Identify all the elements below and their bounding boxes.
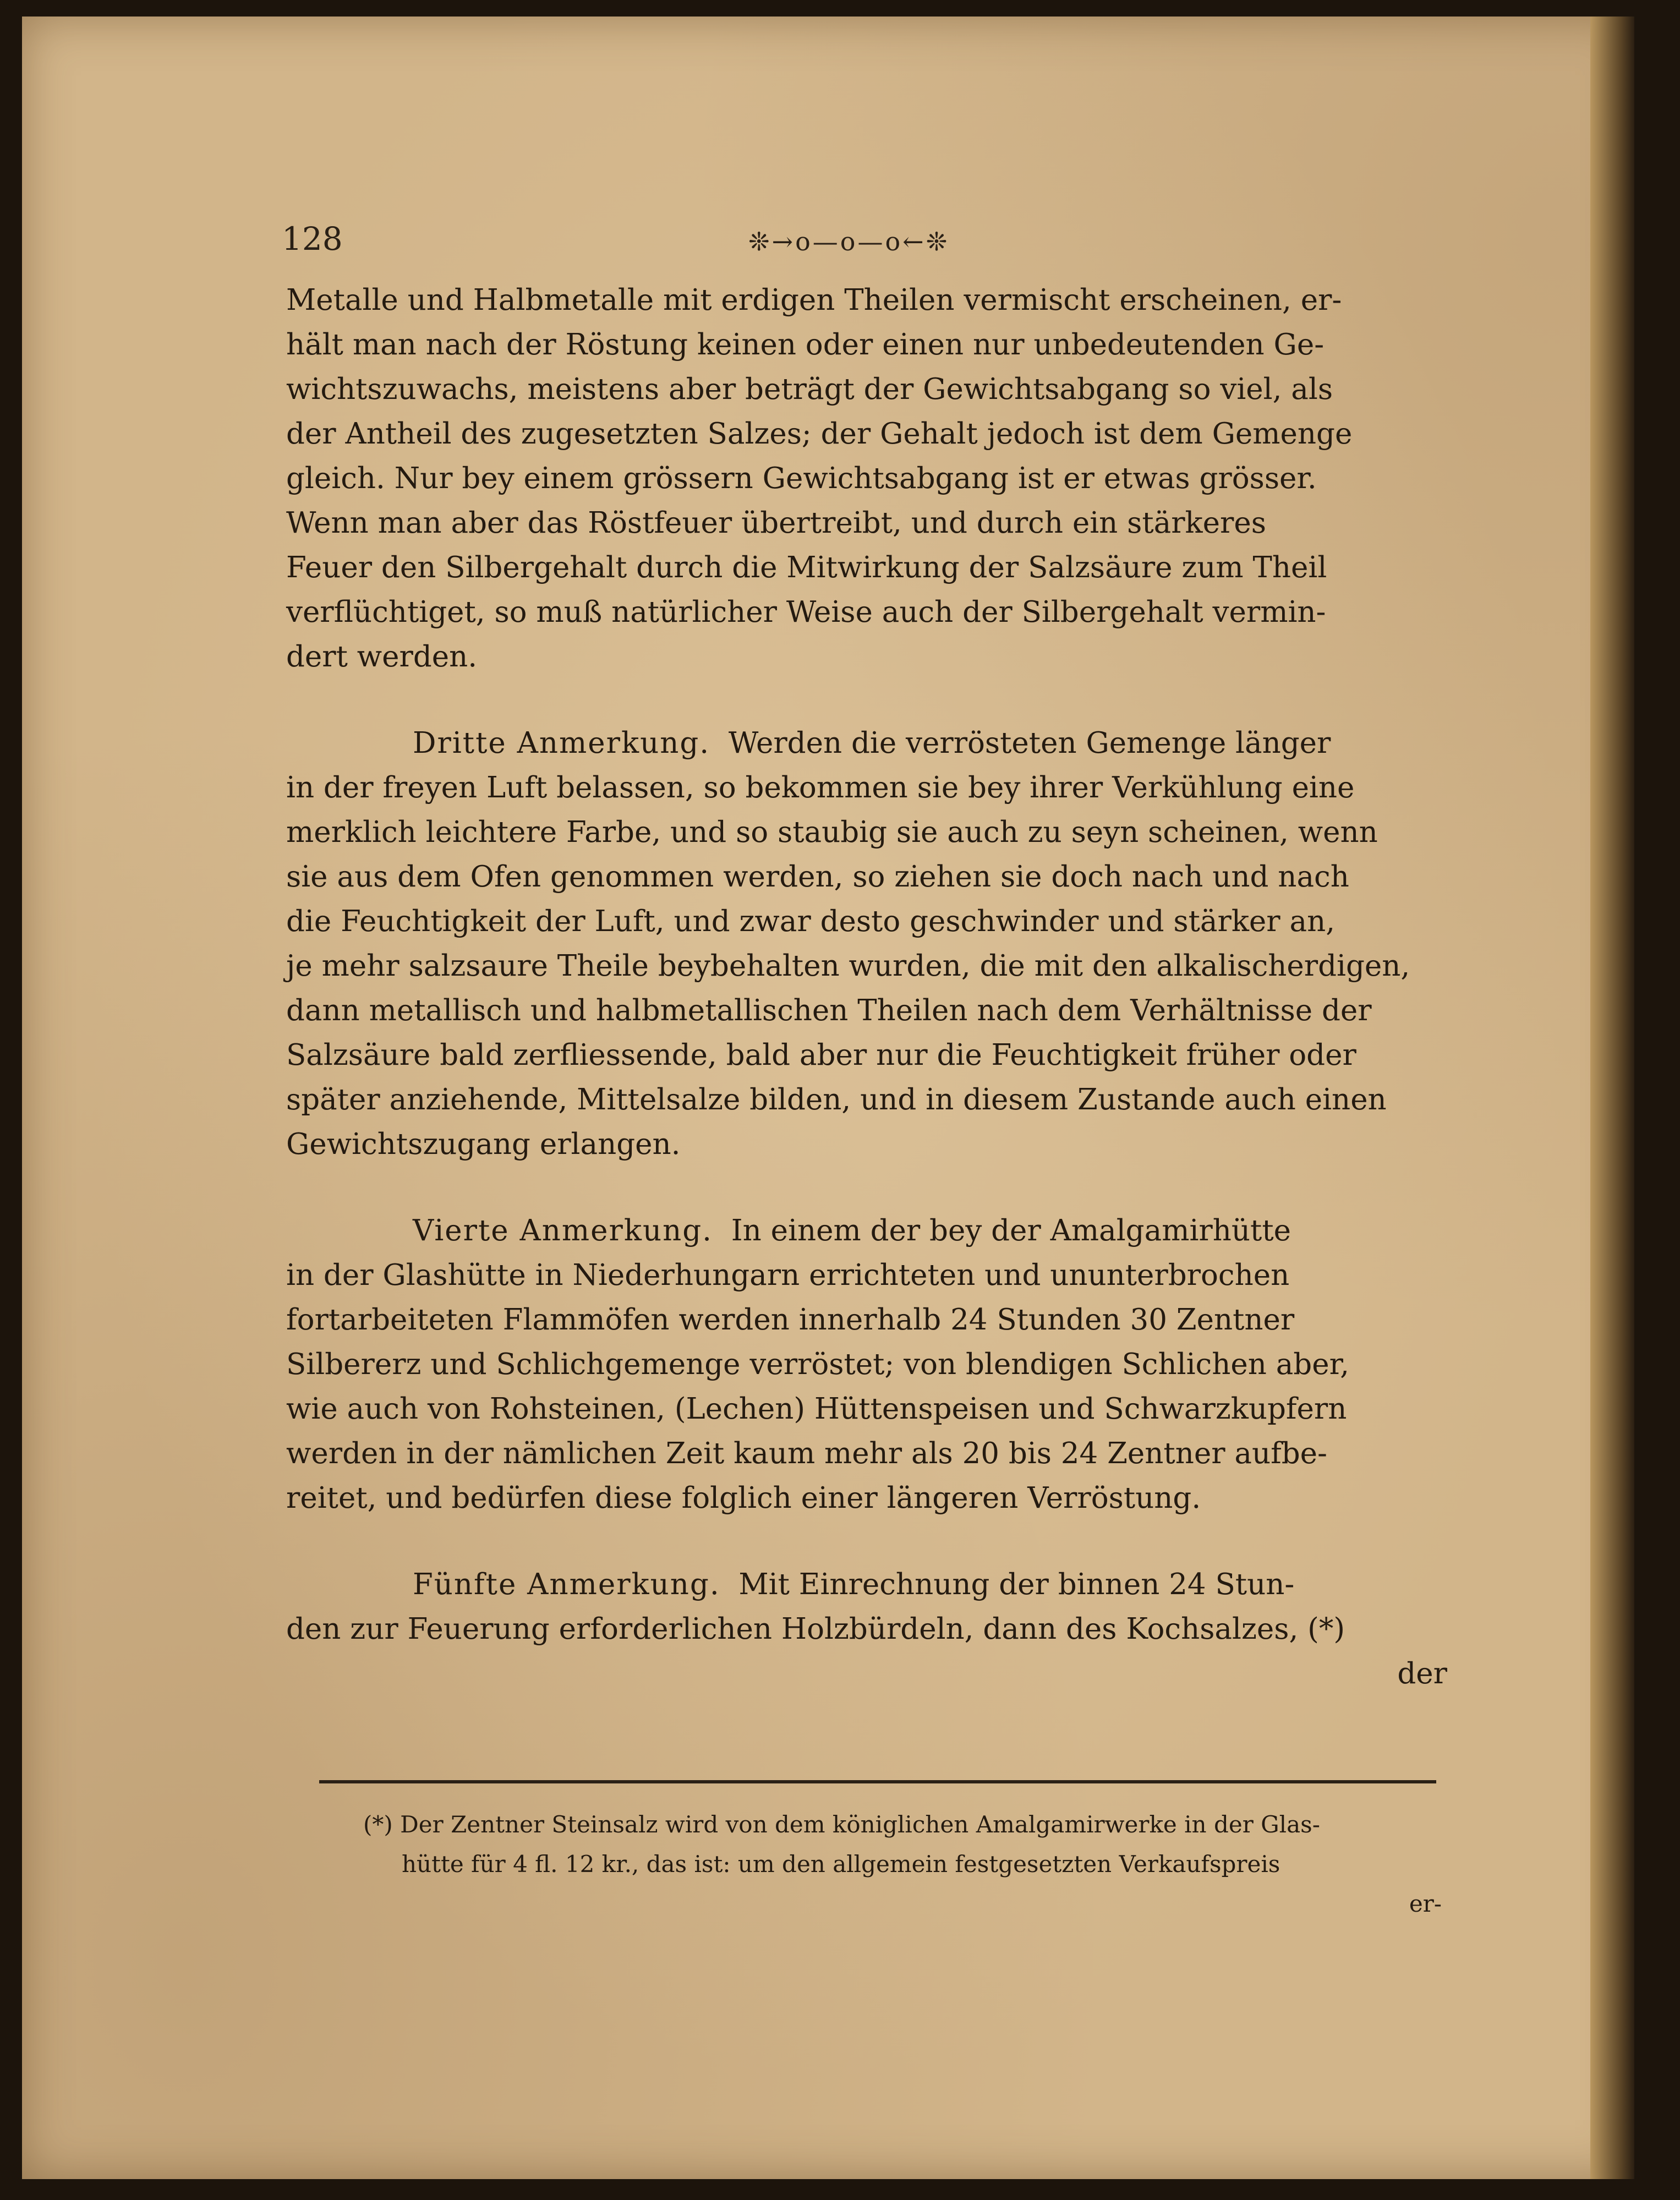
paragraph-continuation [286, 278, 1447, 679]
text-line: wichtszuwachs, meistens aber beträgt der Gewichtsabgang so viel, als [286, 373, 1333, 406]
main-text [286, 278, 1447, 1696]
text-fragment: Mit Einrechnung der binnen 24 Stun- [738, 1568, 1295, 1601]
header-ornament: ❊→o—o—o←❊ [748, 227, 950, 256]
text-line: später anziehende, Mittelsalze bilden, und in diesem Zustande auch einen [286, 1083, 1387, 1117]
text-line: Wenn man aber das Röstfeuer übertreibt, und durch ein stärkeres [286, 506, 1266, 540]
text-line: in der Glashütte in Niederhungarn errichteten und ununterbrochen [286, 1258, 1290, 1292]
text-line: dert werden. [286, 640, 478, 674]
paragraph-vierte-anmerkung [286, 1208, 1447, 1520]
paragraph-dritte-anmerkung [286, 721, 1447, 1167]
text-line [286, 1562, 1447, 1607]
text-line: sie aus dem Ofen genommen werden, so ziehen sie doch nach und nach [286, 860, 1349, 894]
footnote-catchword: er- [1409, 1890, 1442, 1917]
text-line: fortarbeiteten Flammöfen werden innerhalb 24 Stunden 30 Zentner [286, 1303, 1295, 1337]
text-line: Silbererz und Schlichgemenge verröstet; von blendigen Schlichen aber, [286, 1348, 1349, 1381]
paragraph-fuenfte-anmerkung [286, 1562, 1447, 1696]
paragraph-heading: Vierte Anmerkung. [413, 1214, 713, 1247]
catchword: der [1397, 1657, 1447, 1690]
text-line: werden in der nämlichen Zeit kaum mehr als 20 bis 24 Zentner aufbe- [286, 1437, 1327, 1470]
text-line [286, 721, 1447, 765]
text-line: wie auch von Rohsteinen, (Lechen) Hüttenspeisen und Schwarzkupfern [286, 1392, 1347, 1426]
text-line: je mehr salzsaure Theile beybehalten wurden, die mit den alkalischerdigen, [286, 949, 1410, 983]
footnote-divider [319, 1780, 1436, 1783]
text-line: reitet, und bedürfen diese folglich einer längeren Verröstung. [286, 1481, 1201, 1515]
footnote-line: (*) Der Zentner Steinsalz wird von dem königlichen Amalgamirwerke in der Glas- [363, 1811, 1320, 1838]
book-gutter [1590, 17, 1634, 2179]
text-fragment: In einem der bey der Amalgamirhütte [731, 1214, 1291, 1247]
paragraph-heading: Dritte Anmerkung. [413, 726, 710, 760]
footnote [325, 1805, 1442, 1924]
text-line: den zur Feuerung erforderlichen Holzbürdeln, dann des Kochsalzes, (*) [286, 1612, 1345, 1646]
text-line: die Feuchtigkeit der Luft, und zwar desto geschwinder und stärker an, [286, 905, 1336, 938]
page-number: 128 [282, 220, 343, 258]
text-line: Feuer den Silbergehalt durch die Mitwirkung der Salzsäure zum Theil [286, 551, 1327, 584]
text-line: merklich leichtere Farbe, und so staubig sie auch zu seyn scheinen, wenn [286, 816, 1378, 849]
text-line: Metalle und Halbmetalle mit erdigen Theilen vermischt erscheinen, er- [286, 283, 1342, 317]
text-line: in der freyen Luft belassen, so bekommen sie bey ihrer Verkühlung eine [286, 771, 1355, 805]
footnote-line: hütte für 4 fl. 12 kr., das ist: um den allgemein festgesetzten Verkaufspreis [402, 1851, 1280, 1878]
text-line: der Antheil des zugesetzten Salzes; der Gehalt jedoch ist dem Gemenge [286, 417, 1353, 451]
text-line: verflüchtiget, so muß natürlicher Weise auch der Silbergehalt vermin- [286, 595, 1326, 629]
text-line [286, 1208, 1447, 1253]
text-line: gleich. Nur bey einem grössern Gewichtsabgang ist er etwas grösser. [286, 462, 1317, 495]
text-line: Salzsäure bald zerfliessende, bald aber nur die Feuchtigkeit früher oder [286, 1038, 1356, 1072]
paragraph-heading: Fünfte Anmerkung. [413, 1568, 720, 1601]
text-line: Gewichtszugang erlangen. [286, 1128, 681, 1161]
text-line: dann metallisch und halbmetallischen Theilen nach dem Verhältnisse der [286, 994, 1372, 1027]
text-fragment: Werden die verrösteten Gemenge länger [728, 726, 1331, 760]
text-line: hält man nach der Röstung keinen oder einen nur unbedeutenden Ge- [286, 328, 1325, 362]
